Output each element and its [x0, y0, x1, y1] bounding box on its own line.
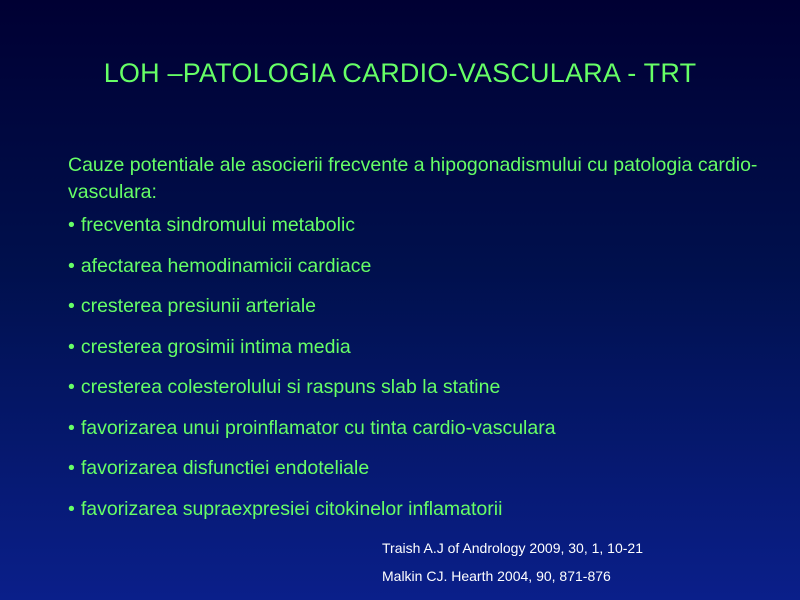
reference-item: Traish A.J of Andrology 2009, 30, 1, 10-21: [382, 540, 643, 556]
slide-body: [68, 152, 768, 538]
bullet-item: [68, 376, 768, 417]
bullet-item: [68, 214, 768, 255]
bullet-icon: •: [68, 376, 75, 398]
bullet-icon: •: [68, 497, 75, 520]
bullet-text: favorizarea supraexpresiei citokinelor inflamatorii: [80, 497, 503, 520]
bullet-item: [68, 295, 768, 336]
bullet-icon: •: [68, 457, 75, 479]
bullet-item: [68, 417, 768, 458]
bullet-text: afectarea hemodinamicii cardiace: [80, 254, 372, 277]
bullet-text: cresterea grosimii intima media: [80, 335, 351, 358]
bullet-list: [68, 214, 768, 538]
bullet-icon: •: [68, 214, 75, 236]
reference-item: Malkin CJ. Hearth 2004, 90, 871-876: [382, 568, 611, 584]
bullet-text: frecventa sindromului metabolic: [80, 214, 356, 236]
bullet-item: [68, 336, 768, 377]
slide-title: LOH –PATOLOGIA CARDIO-VASCULARA - TRT: [103, 58, 697, 88]
bullet-item: [68, 457, 768, 498]
intro-text: Cauze potentiale ale asocierii frecvente a hipogonadismului cu patologia cardio-vasculara:: [68, 154, 758, 203]
bullet-icon: •: [68, 416, 75, 439]
bullet-item: [68, 255, 768, 296]
bullet-item: [68, 498, 768, 539]
bullet-text: favorizarea disfunctiei endoteliale: [80, 457, 370, 479]
bullet-icon: •: [68, 295, 75, 317]
bullet-text: cresterea presiunii arteriale: [80, 295, 317, 317]
references: [382, 539, 643, 595]
bullet-text: favorizarea unui proinflamator cu tinta cardio-vasculara: [80, 416, 556, 439]
bullet-icon: •: [68, 254, 75, 277]
bullet-text: cresterea colesterolului si raspuns slab la statine: [80, 376, 501, 398]
bullet-icon: •: [68, 335, 75, 358]
